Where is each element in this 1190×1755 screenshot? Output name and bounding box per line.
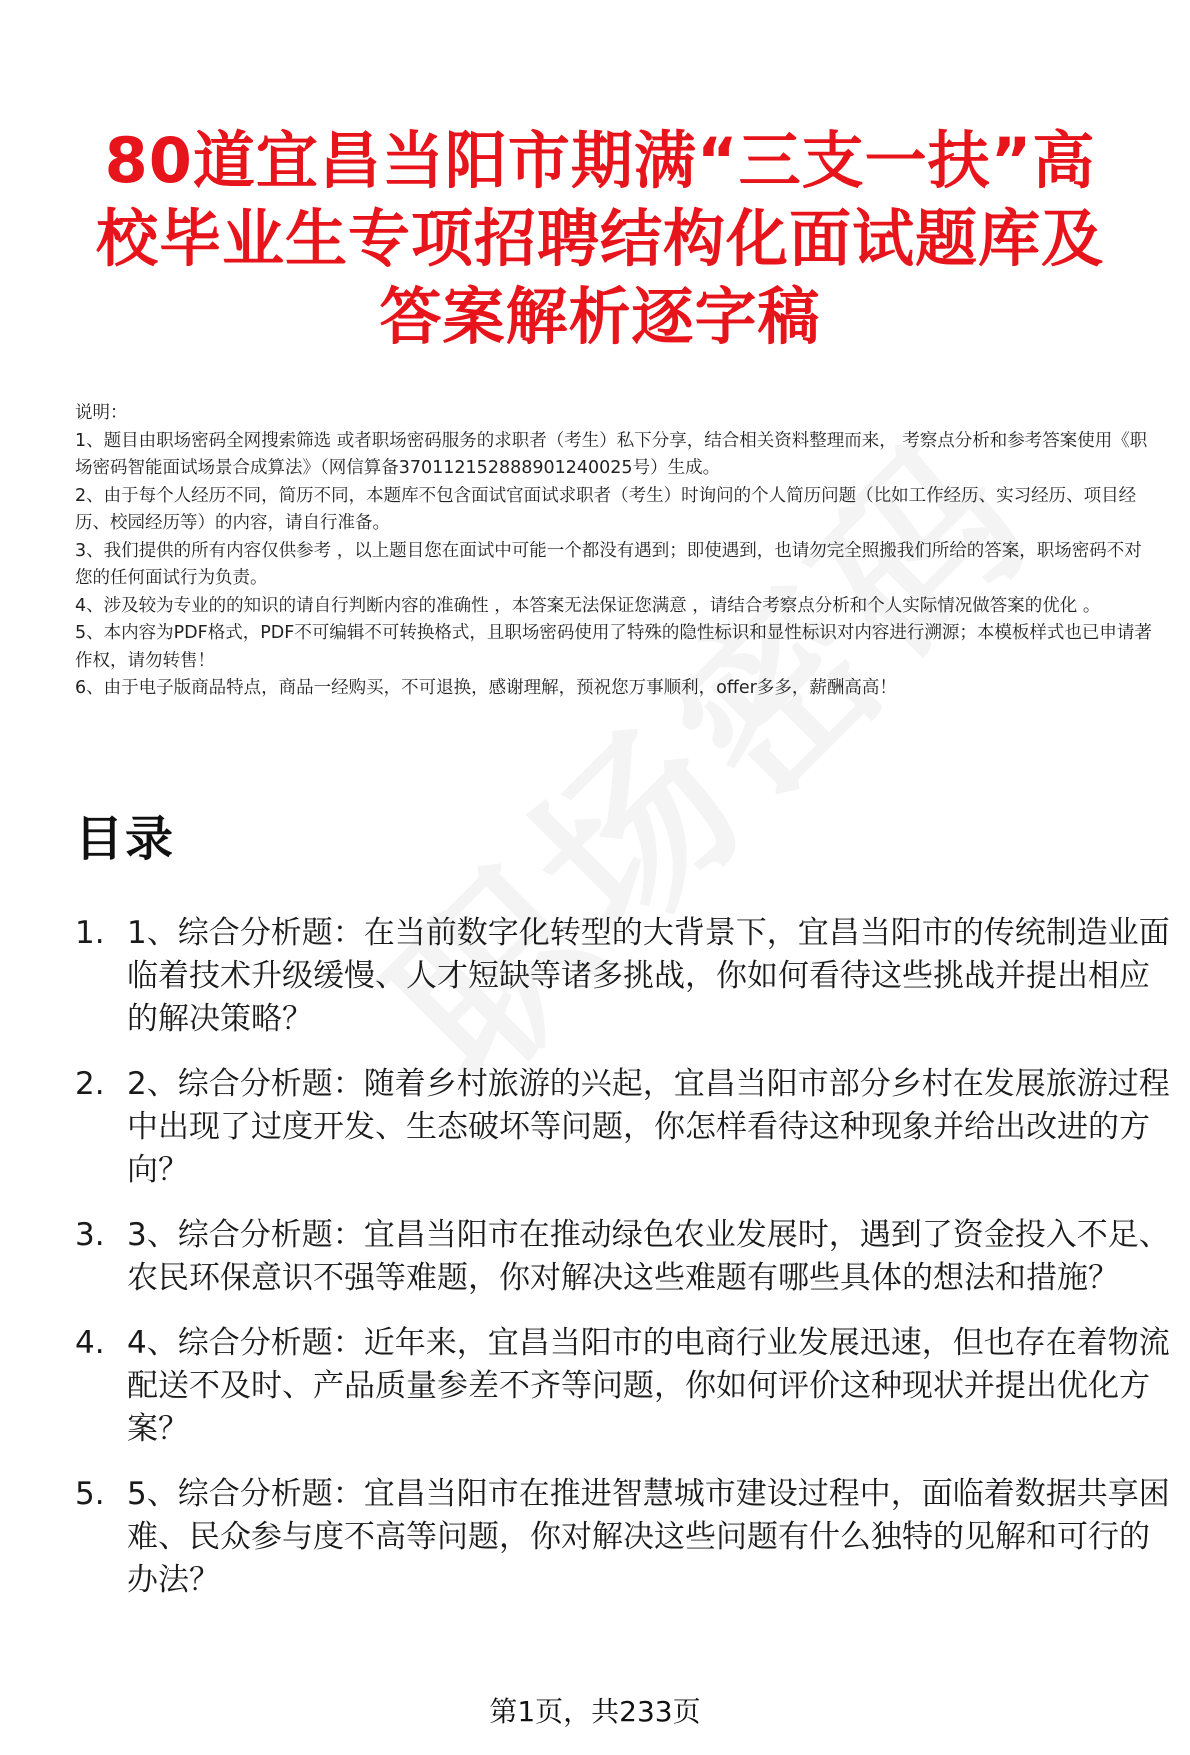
toc-heading: 目录 [75, 811, 176, 867]
toc-item-number: 4. [75, 1325, 105, 1361]
toc-item[interactable] [75, 912, 1175, 1041]
toc-item-number: 3. [75, 1217, 105, 1253]
toc-item-text: 4、综合分析题：近年来，宜昌当阳市的电商行业发展迅速，但也存在着物流配送不及时、产品质量参差不齐等问题，你如何评价这种现状并提出优化方案？ [127, 1325, 1170, 1447]
note-item: 1、题目由职场密码全网搜索筛选 或者职场密码服务的求职者（考生）私下分享，结合相关资料整理而来， 考察点分析和参考答案使用《职场密码智能面试场景合成算法》（网信算备370112152888901240025号）生成。 [75, 430, 1148, 478]
toc-item[interactable] [75, 1063, 1175, 1192]
note-item: 2、由于每个人经历不同，简历不同，本题库不包含面试官面试求职者（考生）时询问的个人简历问题（比如工作经历、实习经历、项目经历、校园经历等）的内容，请自行准备。 [75, 485, 1137, 533]
notes-heading: 说明： [75, 403, 128, 423]
toc-item-number: 1. [75, 915, 105, 951]
document-title: 80道宜昌当阳市期满“三支一扶”高校毕业生专项招聘结构化面试题库及答案解析逐字稿 [95, 124, 1104, 353]
toc-item-number: 2. [75, 1066, 105, 1102]
toc-item[interactable] [75, 1214, 1175, 1300]
toc-item-number: 5. [75, 1476, 105, 1512]
toc-item-text: 1、综合分析题：在当前数字化转型的大背景下，宜昌当阳市的传统制造业面临着技术升级缓慢、人才短缺等诸多挑战，你如何看待这些挑战并提出相应的解决策略？ [127, 915, 1170, 1037]
table-of-contents [75, 912, 1175, 1624]
note-item: 6、由于电子版商品特点，商品一经购买，不可退换，感谢理解，预祝您万事顺利，offer多多，薪酬高高！ [75, 678, 897, 698]
notes-section [75, 400, 1155, 703]
note-item: 5、本内容为PDF格式，PDF不可编辑不可转换格式，且职场密码使用了特殊的隐性标识和显性标识对内容进行溯源；本模板样式也已申请著作权，请勿转售！ [75, 623, 1152, 671]
toc-item[interactable] [75, 1473, 1175, 1602]
page-footer: 第1页，共233页 [489, 1695, 701, 1728]
toc-item[interactable] [75, 1322, 1175, 1451]
toc-item-text: 5、综合分析题：宜昌当阳市在推进智慧城市建设过程中，面临着数据共享困难、民众参与度不高等问题，你对解决这些问题有什么独特的见解和可行的办法？ [127, 1476, 1170, 1598]
toc-item-text: 3、综合分析题：宜昌当阳市在推动绿色农业发展时，遇到了资金投入不足、农民环保意识不强等难题，你对解决这些难题有哪些具体的想法和措施？ [127, 1217, 1170, 1296]
note-item: 3、我们提供的所有内容仅供参考 ，以上题目您在面试中可能一个都没有遇到；即使遇到，也请勿完全照搬我们所给的答案，职场密码不对您的任何面试行为负责。 [75, 540, 1142, 588]
note-item: 4、涉及较为专业的的知识的请自行判断内容的准确性 ，本答案无法保证您满意 ，请结合考察点分析和个人实际情况做答案的优化 。 [75, 595, 1101, 616]
toc-item-text: 2、综合分析题：随着乡村旅游的兴起，宜昌当阳市部分乡村在发展旅游过程中出现了过度开发、生态破坏等问题，你怎样看待这种现象并给出改进的方向？ [127, 1066, 1170, 1188]
